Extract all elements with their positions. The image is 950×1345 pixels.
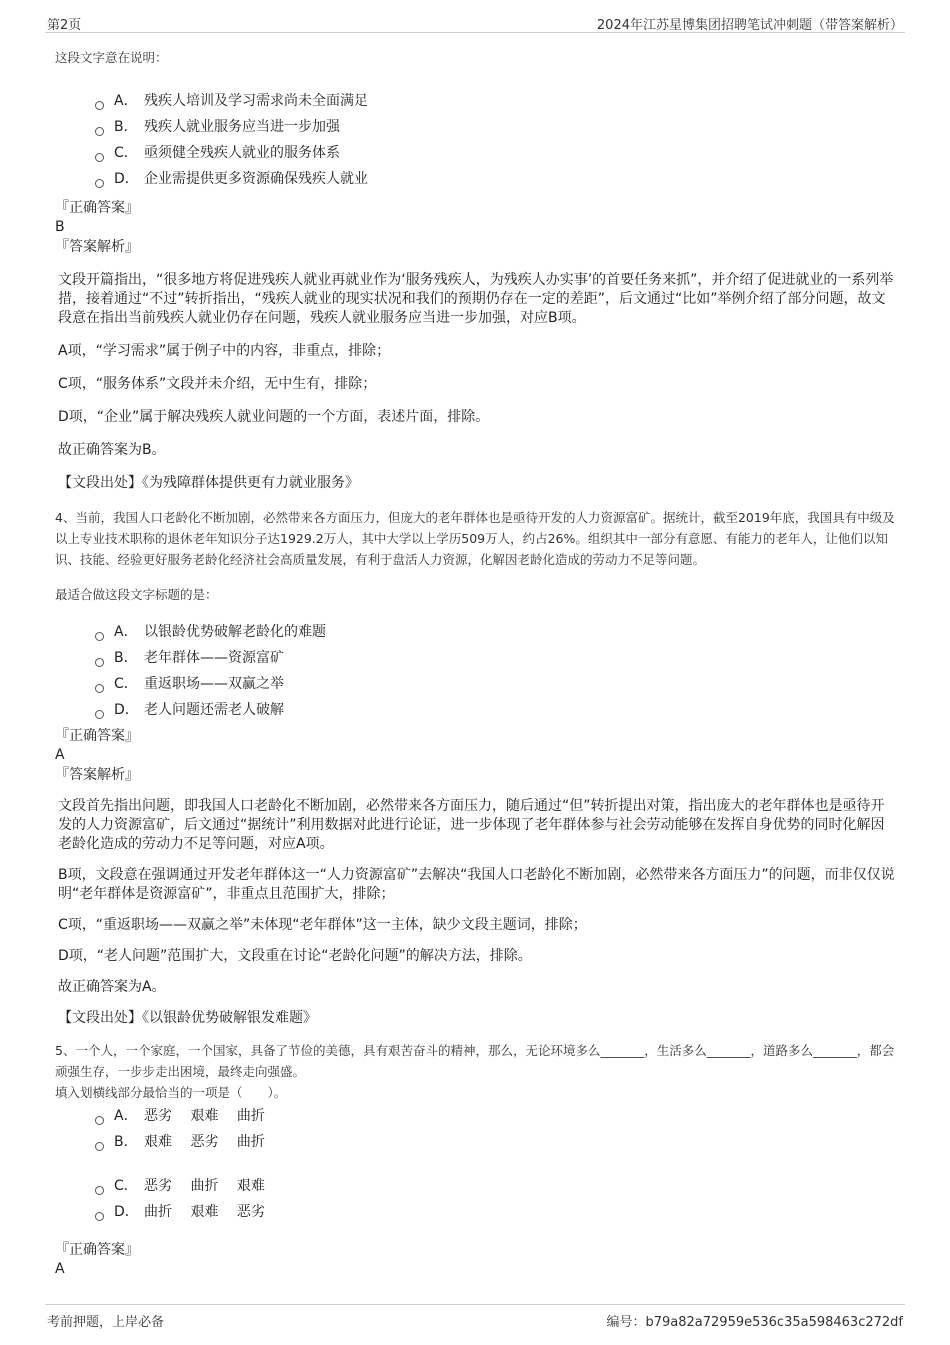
q3-option-b[interactable]: B． 残疾人就业服务应当进一步加强 xyxy=(95,114,895,140)
radio-icon[interactable] xyxy=(95,710,104,719)
q3-option-d[interactable]: D． 企业需提供更多资源确保残疾人就业 xyxy=(95,166,895,192)
q3-option-c[interactable]: C． 亟须健全残疾人就业的服务体系 xyxy=(95,140,895,166)
q5-stem: 5、一个人，一个家庭，一个国家，具备了节俭的美德，具有艰苦奋斗的精神，那么，无论环境多么_______，生活多么_______，道路多么_______，都会顽强生存，一步步走出困境，最终走向强盛。 xyxy=(55,1043,895,1079)
radio-icon[interactable] xyxy=(95,1186,104,1195)
radio-icon[interactable] xyxy=(95,179,104,188)
q4-analysis-c: C项，“重返职场——双赢之举”未体现“老年群体”这一主体，缺少文段主题词，排除； xyxy=(58,917,587,933)
q4-answer: A xyxy=(55,747,65,763)
document-title: 2024年江苏星博集团招聘笔试冲刺题（带答案解析） xyxy=(596,18,903,33)
q5-option-d[interactable]: D． 曲折 艰难 恶劣 xyxy=(95,1199,895,1225)
q4-question: 最适合做这段文字标题的是： xyxy=(55,587,218,602)
q4-conclusion: 故正确答案为A。 xyxy=(58,979,166,995)
q4-option-d[interactable]: D． 老人问题还需老人破解 xyxy=(95,697,895,723)
radio-icon[interactable] xyxy=(95,127,104,136)
document-code: 编号：b79a82a72959e536c35a598463c272df xyxy=(606,1315,903,1330)
q3-conclusion: 故正确答案为B。 xyxy=(58,442,166,458)
q3-question: 这段文字意在说明： xyxy=(55,50,168,65)
radio-icon[interactable] xyxy=(95,684,104,693)
radio-icon[interactable] xyxy=(95,101,104,110)
q3-analysis-d: D项，“企业”属于解决残疾人就业问题的一个方面，表述片面，排除。 xyxy=(58,409,490,425)
radio-icon[interactable] xyxy=(95,658,104,667)
q5-answer: A xyxy=(55,1261,65,1277)
q3-source: 【文段出处】《为残障群体提供更有力就业服务》 xyxy=(58,475,359,491)
page-number: 第2页 xyxy=(47,18,82,33)
radio-icon[interactable] xyxy=(95,632,104,641)
q3-options xyxy=(55,88,895,192)
q4-answer-label: 『正确答案』 xyxy=(55,728,139,744)
q3-option-a[interactable]: A． 残疾人培训及学习需求尚未全面满足 xyxy=(95,88,895,114)
q3-answer: B xyxy=(55,219,65,235)
radio-icon[interactable] xyxy=(95,1212,104,1221)
q4-source: 【文段出处】《以银龄优势破解银发难题》 xyxy=(58,1010,317,1026)
q5-answer-label: 『正确答案』 xyxy=(55,1242,139,1258)
q4-option-c[interactable]: C． 重返职场——双赢之举 xyxy=(95,671,895,697)
q5-option-c[interactable]: C． 恶劣 曲折 艰难 xyxy=(95,1173,895,1199)
q4-option-b[interactable]: B． 老年群体——资源富矿 xyxy=(95,645,895,671)
radio-icon[interactable] xyxy=(95,1142,104,1151)
radio-icon[interactable] xyxy=(95,1116,104,1125)
q5-question: 填入划横线部分最恰当的一项是（ ）。 xyxy=(55,1085,287,1100)
page-footer xyxy=(45,1304,905,1330)
q4-stem: 4、当前，我国人口老龄化不断加剧，必然带来各方面压力，但庞大的老年群体也是亟待开发的人力资源富矿。据统计，截至2019年底，我国具有中级及以上专业技术职称的退休老年知识分子达1929.2万人，其中大学以上学历509万人，约占26%。组织其中一部分有意愿、有能力的老年人，让他们以知识、技能、经验更好服务老龄化经济社会高质量发展，有利于盘活人力资源，化解因老龄化造成的劳动力不足等问题。 xyxy=(55,510,895,567)
q5-options xyxy=(55,1103,895,1225)
q3-answer-label: 『正确答案』 xyxy=(55,200,139,216)
q4-analysis-label: 『答案解析』 xyxy=(55,767,139,783)
radio-icon[interactable] xyxy=(95,153,104,162)
q4-analysis-d: D项，“老人问题”范围扩大，文段重在讨论“老龄化问题”的解决方法，排除。 xyxy=(58,948,532,964)
q4-option-a[interactable]: A． 以银龄优势破解老龄化的难题 xyxy=(95,619,895,645)
q5-option-a[interactable]: A． 恶劣 艰难 曲折 xyxy=(95,1103,895,1129)
q4-analysis-b: B项，文段意在强调通过开发老年群体这一“人力资源富矿”去解决“我国人口老龄化不断加剧，必然带来各方面压力”的问题，而非仅仅说明“老年群体是资源富矿”，非重点且范围扩大，排除； xyxy=(58,867,895,902)
page-content xyxy=(55,38,895,1280)
page-header xyxy=(45,10,905,33)
footer-slogan: 考前押题，上岸必备 xyxy=(47,1315,165,1330)
q4-analysis-main: 文段首先指出问题，即我国人口老龄化不断加剧，必然带来各方面压力，随后通过“但”转折提出对策，指出庞大的老年群体也是亟待开发的人力资源富矿，后文通过“据统计”利用数据对此进行论证，进一步体现了老年群体参与社会劳动能够在发挥自身优势的同时化解因老龄化造成的劳动力不足等问题，对应A项。 xyxy=(58,798,885,852)
q5-option-b[interactable]: B． 艰难 恶劣 曲折 xyxy=(95,1129,895,1155)
q3-analysis-label: 『答案解析』 xyxy=(55,239,139,255)
q3-analysis-c: C项，“服务体系”文段并未介绍，无中生有，排除； xyxy=(58,376,377,392)
q3-analysis-a: A项，“学习需求”属于例子中的内容，非重点，排除； xyxy=(58,343,391,359)
q3-analysis-main: 文段开篇指出，“很多地方将促进残疾人就业再就业作为‘服务残疾人，为残疾人办实事’的首要任务来抓”，并介绍了促进就业的一系列举措，接着通过“不过”转折指出，“残疾人就业的现实状况和我们的预期仍存在一定的差距”，后文通过“比如”举例介绍了部分问题，故文段意在指出当前残疾人就业仍存在问题，残疾人就业服务应当进一步加强，对应B项。 xyxy=(58,272,894,326)
q4-options xyxy=(55,619,895,723)
